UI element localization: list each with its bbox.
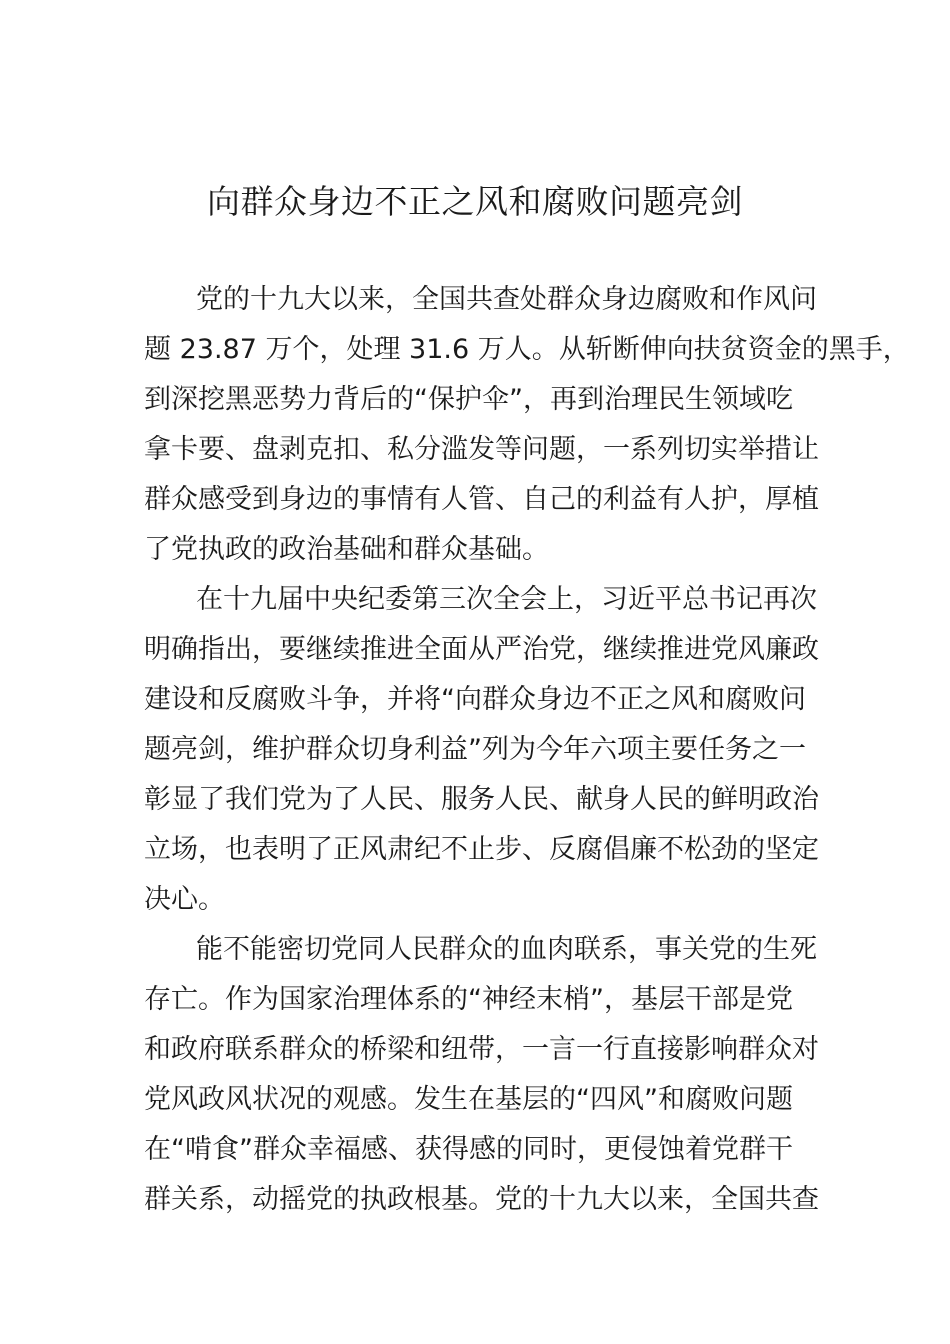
paragraph-3-line-2: 存亡。作为国家治理体系的“神经末梢”，基层干部是党 (144, 984, 793, 1015)
paragraph-2-line-2: 明确指出，要继续推进全面从严治党，继续推进党风廉政 (144, 634, 819, 665)
paragraph-1-line-5: 群众感受到身边的事情有人管、自己的利益有人护，厚植 (144, 484, 819, 515)
paragraph-1-line-2: 题 23.87 万个，处理 31.6 万人。从斩断伸向扶贫资金的黑手， (144, 334, 910, 365)
paragraph-2-line-1: 在十九届中央纪委第三次全会上，习近平总书记再次 (196, 584, 817, 615)
paragraph-2-line-6: 立场，也表明了正风肃纪不止步、反腐倡廉不松劲的坚定 (144, 834, 819, 865)
paragraph-3-line-4: 党风政风状况的观感。发生在基层的“四风”和腐败问题 (144, 1084, 793, 1115)
paragraph-2-line-7: 决心。 (144, 884, 225, 915)
paragraph-3-line-5: 在“啃食”群众幸福感、获得感的同时，更侵蚀着党群干 (144, 1134, 793, 1165)
paragraph-1-line-1: 党的十九大以来，全国共查处群众身边腐败和作风问 (196, 284, 817, 315)
paragraph-1-line-3: 到深挖黑恶势力背后的“保护伞”，再到治理民生领域吃 (144, 384, 793, 415)
paragraph-1-line-4: 拿卡要、盘剥克扣、私分滥发等问题，一系列切实举措让 (144, 434, 819, 465)
paragraph-1-line-6: 了党执政的政治基础和群众基础。 (144, 534, 549, 565)
document-title: 向群众身边不正之风和腐败问题亮剑 (207, 182, 743, 221)
paragraph-3-line-6: 群关系，动摇党的执政根基。党的十九大以来，全国共查 (144, 1184, 819, 1215)
paragraph-2-line-5: 彰显了我们党为了人民、服务人民、献身人民的鲜明政治 (144, 784, 819, 815)
paragraph-2-line-3: 建设和反腐败斗争，并将“向群众身边不正之风和腐败问 (144, 684, 806, 715)
paragraph-2-line-4: 题亮剑，维护群众切身利益”列为今年六项主要任务之一 (144, 734, 806, 765)
paragraph-3-line-1: 能不能密切党同人民群众的血肉联系，事关党的生死 (196, 934, 817, 965)
paragraph-3-line-3: 和政府联系群众的桥梁和纽带，一言一行直接影响群众对 (144, 1034, 819, 1065)
